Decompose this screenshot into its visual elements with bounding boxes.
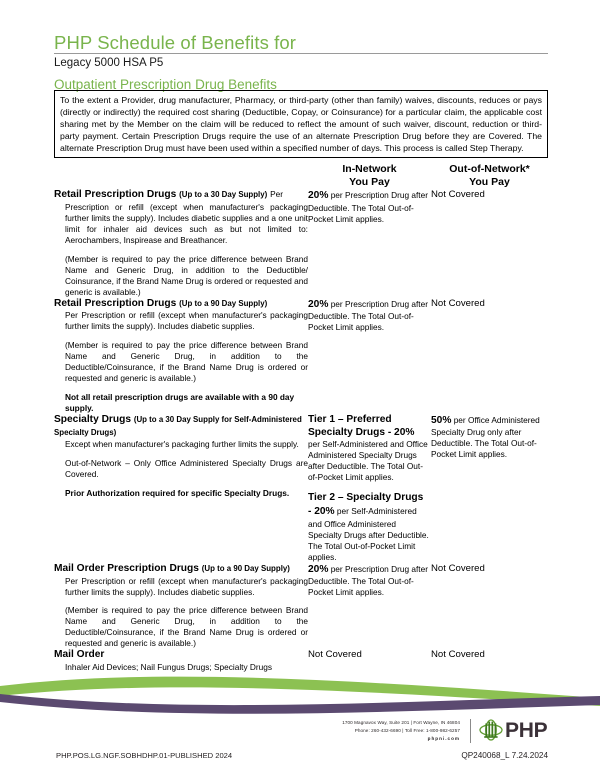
row-title-tail: Per (270, 189, 284, 200)
header-blank-cell (54, 163, 308, 189)
cell-in-network-mail-order-90 (308, 563, 431, 649)
out-of-network-text: Not Covered (431, 189, 485, 201)
out-of-network-percent: 50% (431, 414, 452, 426)
row-title (54, 189, 308, 202)
document-code-left: PHP.POS.LG.NGF.SOBHDHP.01-PUBLISHED 2024 (56, 751, 233, 760)
cell-out-of-network-mail-order-excluded (431, 649, 548, 673)
row-description-mail-order-90 (54, 563, 308, 649)
row-bold-note: Not all retail prescription drugs are available with a 90 day supply. (65, 391, 295, 413)
header-out-of-network (431, 163, 548, 189)
row-title-text: Mail Order (54, 649, 105, 661)
document-header (54, 33, 548, 92)
table-row (54, 649, 548, 673)
row-title (54, 563, 308, 576)
address-line-2: Phone: 260-432-6690 | Toll Free: 1-800-982-6257 (354, 728, 460, 734)
address-line-1: 1700 Magnavox Way, Suite 201 | Fort Wayne, IN 46804 (342, 720, 460, 725)
benefits-table (54, 163, 548, 673)
cell-in-network-retail-30 (308, 189, 431, 297)
row-description-text: Per Prescription or refill (except when manufacturer's packaging further limits the supply). Includes diabetic supplies. (65, 310, 308, 332)
intro-notice-box (54, 90, 548, 158)
row-description-retail-90 (54, 298, 308, 414)
tier2-label: Tier 2 – Specialty Drugs (308, 492, 424, 504)
row-title-text: Retail Prescription Drugs (54, 189, 177, 201)
header-in-network-line1: In-Network (342, 163, 397, 175)
in-network-text: per Prescription Drug after Deductible. The Total Out-of-Pocket Limit applies. (308, 298, 428, 333)
row-description-text: Inhaler Aid Devices; Nail Fungus Drugs; Specialty Drugs (65, 661, 273, 672)
row-description-specialty (54, 414, 308, 563)
row-title-qualifier: (Up to a 90 Day Supply) (201, 563, 290, 573)
out-of-network-text: Not Covered (431, 649, 485, 661)
in-network-text: per Prescription Drug after Deductible. The Total Out-of-Pocket Limit applies. (308, 563, 428, 598)
tier2-body (308, 505, 431, 563)
row-title (54, 414, 308, 440)
tier2-text: per Self-Administered and Office Administered Specialty Drugs after Deductible. The Total Out-of-Pocket Limit applies. (308, 506, 429, 562)
tier2-percent: - 20% (308, 506, 335, 518)
row-title-text: Retail Prescription Drugs (54, 297, 177, 309)
in-network-percent: 20% (308, 190, 329, 202)
header-in-network (308, 163, 431, 189)
header-in-network-line2: You Pay (349, 176, 390, 189)
cell-out-of-network-specialty (431, 414, 548, 563)
row-description-retail-30 (54, 189, 308, 297)
plan-name: Legacy 5000 HSA P5 (54, 57, 164, 70)
table-header-row (54, 163, 548, 189)
footer-swoosh-graphic (0, 672, 600, 718)
in-network-percent: 20% (308, 298, 329, 310)
row-title-qualifier: (Up to a 90 Day Supply) (179, 298, 268, 308)
header-out-of-network-line2: You Pay (469, 176, 510, 189)
cell-out-of-network-retail-30 (431, 189, 548, 297)
row-paragraph: Out-of-Network – Only Office Administered Specialty Drugs are Covered. (65, 458, 308, 480)
table-row (54, 189, 548, 297)
website-text: phpni.com (427, 736, 460, 742)
table-row (54, 414, 548, 563)
table-row (54, 298, 548, 414)
row-title (54, 298, 308, 311)
tier1-percent: - 20% (385, 426, 415, 438)
footer-divider (470, 719, 471, 743)
php-logo (479, 719, 547, 741)
document-code-right: QP240068_L 7.24.2024 (461, 751, 548, 760)
in-network-percent: 20% (308, 563, 329, 575)
row-description-mail-order-excluded (54, 649, 308, 673)
cell-in-network-mail-order-excluded (308, 649, 431, 673)
tier1-label: Tier 1 – Preferred Specialty Drugs (308, 413, 392, 438)
cell-out-of-network-mail-order-90 (431, 563, 548, 649)
in-network-text: Not Covered (308, 649, 362, 661)
footer-address (312, 719, 460, 743)
out-of-network-text: per Office Administered Specialty Drug only after Deductible. The Total Out-of-Pocket Limit applies. (431, 414, 540, 460)
section-title: Outpatient Prescription Drug Benefits (54, 76, 277, 92)
row-description-text: Except when manufacturer's packaging further limits the supply. (65, 439, 299, 450)
tier1-text: per Self-Administered and Office Administered Specialty Drugs after Deductible. The Total Out-of-Pocket Limit applies. (308, 439, 428, 483)
title-divider (54, 53, 548, 54)
row-bold-note: Prior Authorization required for specific Specialty Drugs. (65, 488, 290, 499)
tier1-heading (308, 414, 431, 440)
header-out-of-network-line1: Out-of-Network* (449, 163, 530, 175)
row-title-qualifier: (Up to a 30 Day Supply for Self-Administered Specialty Drugs) (54, 414, 302, 437)
row-paragraph: (Member is required to pay the price difference between Brand Name and Generic Drug, in addition to the Deductible/Coinsurance, if the Brand Name Drug is ordered or requested and generic is available.) (65, 605, 308, 649)
row-title-qualifier: (Up to a 30 Day Supply) (179, 190, 268, 200)
tier2-heading (308, 492, 431, 505)
php-logo-text: PHP (505, 718, 548, 742)
in-network-text: per Prescription Drug after Deductible. The Total Out-of-Pocket Limit applies. (308, 190, 428, 224)
out-of-network-text: Not Covered (431, 297, 485, 309)
cell-in-network-specialty (308, 414, 431, 563)
row-paragraph: (Member is required to pay the price difference between Brand Name and Generic Drug, in addition to the Deductible/ Coinsurance, if the Brand Name Drug is ordered or requested and generic is available.) (65, 253, 308, 297)
row-title (54, 649, 308, 662)
row-paragraph: (Member is required to pay the price difference between Brand Name and Generic Drug, in addition to the Deductible/Coinsurance, if the Brand Name Drug is ordered or requested and generic is available.) (65, 340, 308, 383)
php-globe-icon (479, 719, 503, 741)
intro-text: To the extent a Provider, drug manufacturer, Pharmacy, or third-party (other than family) waives, discounts, reduces or pays (directly or indirectly) the required cost sharing (Deductible, Copay, or Coinsurance) for a particular claim, the applicable cost sharing met by the Member on the claim will be reduced to reflect the amount of such waiver, discount, reduction or third-party payment. Certain Prescription Drugs require the use of an alternate Prescription Drug before they are Covered. The alternate Prescription Drug must have been used within a specified number of days. This process is called Step Therapy. (60, 95, 542, 153)
page-title: PHP Schedule of Benefits for (54, 32, 297, 53)
row-description-text: Prescription or refill (except when manufacturer's packaging further limits the supply). Includes diabetic supplies and a one unit limit for inhaler aid devices such as but not limited to: Aerochambers, Inspirease and Breathancer. (65, 202, 308, 245)
out-of-network-text: Not Covered (431, 562, 485, 574)
cell-out-of-network-retail-90 (431, 298, 548, 414)
row-title-text: Mail Order Prescription Drugs (54, 562, 199, 574)
cell-in-network-retail-90 (308, 298, 431, 414)
table-row (54, 563, 548, 649)
row-description-text: Per Prescription or refill (except when manufacturer's packaging further limits the supply). Includes diabetic supplies. (65, 575, 308, 597)
row-title-text: Specialty Drugs (54, 413, 131, 425)
